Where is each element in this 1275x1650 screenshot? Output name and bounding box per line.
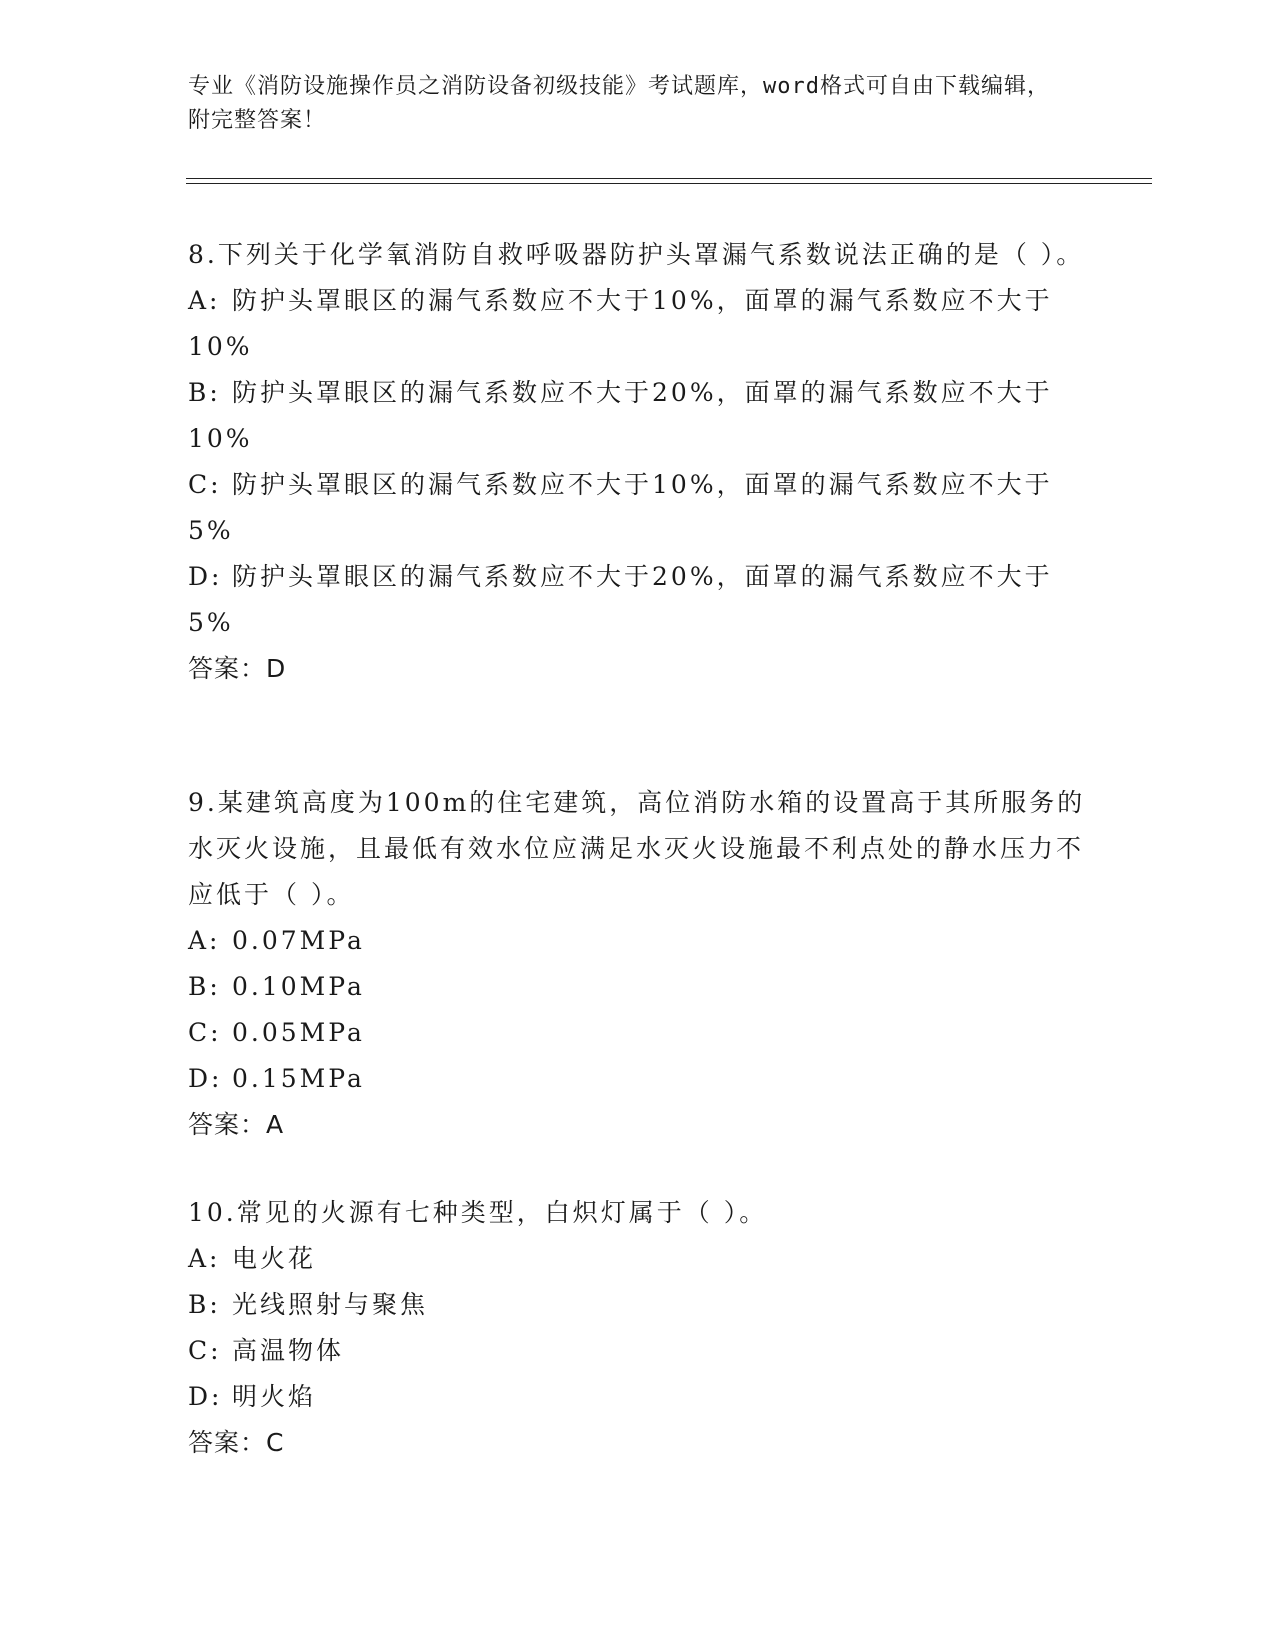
option-letter: A: — [188, 1244, 221, 1273]
question-stem: 10.常见的火源有七种类型，白炽灯属于（ ）。 — [188, 1198, 768, 1227]
question-8 — [188, 232, 1088, 692]
option-c — [188, 462, 1088, 554]
option-a — [188, 918, 1088, 964]
option-text: 0.15MPa — [232, 1064, 365, 1093]
header-divider-top — [186, 178, 1152, 179]
option-text: 电火花 — [232, 1244, 317, 1273]
question-stem: 9.某建筑高度为100m的住宅建筑，高位消防水箱的设置高于其所服务的水灭火设施，且最低有效水位应满足水灭火设施最不利点处的静水压力不应低于（ ）。 — [188, 788, 1086, 909]
question-10 — [188, 1190, 1088, 1466]
option-letter: A: — [188, 286, 221, 315]
option-letter: D: — [188, 1064, 223, 1093]
option-text: 防护头罩眼区的漏气系数应不大于20%，面罩的漏气系数应不大于5% — [188, 562, 1053, 637]
option-b — [188, 964, 1088, 1010]
document-header: 专业《消防设施操作员之消防设备初级技能》考试题库，word格式可自由下载编辑，附完整答案！ — [188, 74, 1050, 133]
option-c — [188, 1010, 1088, 1056]
header-divider-bottom — [186, 183, 1152, 184]
option-a — [188, 1236, 1088, 1282]
answer-label: 答案：D — [188, 654, 287, 683]
option-text: 明火焰 — [232, 1382, 317, 1411]
option-d — [188, 1374, 1088, 1420]
answer-label: 答案：C — [188, 1428, 285, 1457]
option-text: 防护头罩眼区的漏气系数应不大于10%，面罩的漏气系数应不大于10% — [188, 286, 1053, 361]
question-stem: 8.下列关于化学氧消防自救呼吸器防护头罩漏气系数说法正确的是（ ）。 — [188, 240, 1085, 269]
option-letter: B: — [188, 378, 221, 407]
option-letter: C: — [188, 470, 222, 499]
option-b — [188, 1282, 1088, 1328]
answer-label: 答案：A — [188, 1110, 285, 1139]
option-letter: C: — [188, 1336, 222, 1365]
option-letter: B: — [188, 1290, 221, 1319]
option-text: 防护头罩眼区的漏气系数应不大于10%，面罩的漏气系数应不大于5% — [188, 470, 1053, 545]
option-text: 防护头罩眼区的漏气系数应不大于20%，面罩的漏气系数应不大于10% — [188, 378, 1053, 453]
option-text: 光线照射与聚焦 — [232, 1290, 429, 1319]
option-d — [188, 1056, 1088, 1102]
option-text: 高温物体 — [232, 1336, 345, 1365]
option-letter: B: — [188, 972, 221, 1001]
option-letter: C: — [188, 1018, 222, 1047]
option-a — [188, 278, 1088, 370]
option-c — [188, 1328, 1088, 1374]
option-text: 0.07MPa — [232, 926, 365, 955]
question-9 — [188, 780, 1088, 1148]
option-b — [188, 370, 1088, 462]
option-text: 0.10MPa — [232, 972, 365, 1001]
option-letter: D: — [188, 562, 223, 591]
option-d — [188, 554, 1088, 646]
option-letter: D: — [188, 1382, 223, 1411]
option-text: 0.05MPa — [232, 1018, 365, 1047]
option-letter: A: — [188, 926, 221, 955]
